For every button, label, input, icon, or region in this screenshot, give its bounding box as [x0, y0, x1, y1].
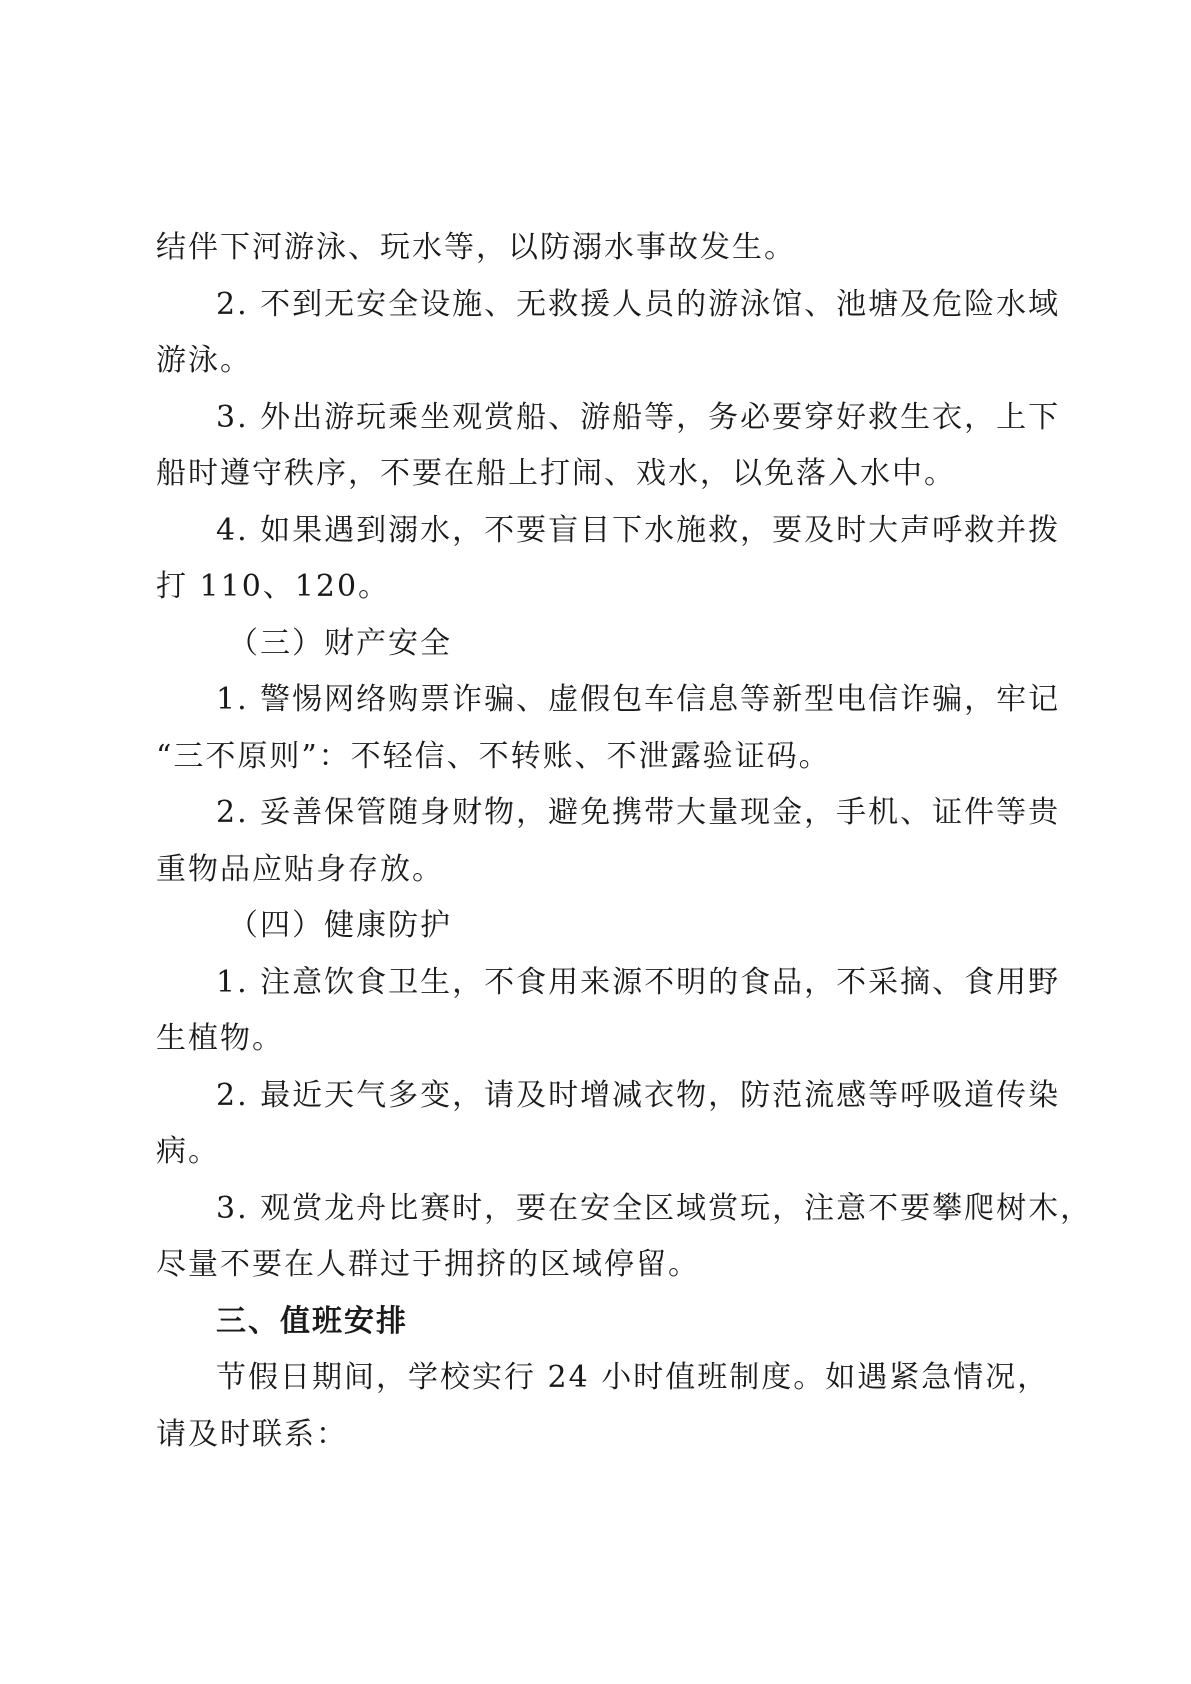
paragraph-line: 打 110、120。 [156, 569, 391, 604]
paragraph-line: 病。 [156, 1134, 220, 1169]
paragraph-line: 2. 妥善保管随身财物，避免携带大量现金，手机、证件等贵 [216, 795, 1061, 830]
paragraph-line: 请及时联系： [156, 1416, 348, 1452]
paragraph-line: 2. 最近天气多变，请及时增减衣物，防范流感等呼吸道传染 [216, 1077, 1061, 1113]
paragraph-line: 船时遵守秩序，不要在船上打闹、戏水，以免落入水中。 [156, 456, 956, 491]
paragraph-line: 1. 警惕网络购票诈骗、虚假包车信息等新型电信诈骗，牢记 [216, 682, 1061, 717]
document-body [156, 220, 1093, 1463]
paragraph-line: 生植物。 [156, 1021, 284, 1056]
paragraph-line: 3. 观赏龙舟比赛时，要在安全区域赏玩，注意不要攀爬树木， [216, 1190, 1093, 1226]
paragraph-line: 节假日期间，学校实行 24 小时值班制度。如遇紧急情况， [216, 1360, 1050, 1395]
section-heading: 三、值班安排 [216, 1303, 408, 1339]
paragraph-line: 1. 注意饮食卫生，不食用来源不明的食品，不采摘、食用野 [216, 964, 1061, 1000]
paragraph-line: 3. 外出游玩乘坐观赏船、游船等，务必要穿好救生衣，上下 [216, 399, 1061, 435]
paragraph-line: 结伴下河游泳、玩水等，以防溺水事故发生。 [156, 230, 796, 265]
paragraph-line: 2. 不到无安全设施、无救援人员的游泳馆、池塘及危险水域 [216, 286, 1061, 322]
section-subheading: （三）财产安全 [228, 625, 452, 661]
paragraph-line: 游泳。 [156, 343, 252, 378]
section-subheading: （四）健康防护 [228, 908, 452, 943]
paragraph-line: “三不原则”：不轻信、不转账、不泄露验证码。 [156, 738, 831, 774]
paragraph-line: 重物品应贴身存放。 [156, 851, 444, 887]
paragraph-line: 尽量不要在人群过于拥挤的区域停留。 [156, 1247, 700, 1282]
paragraph-line: 4. 如果遇到溺水，不要盲目下水施救，要及时大声呼救并拨 [216, 512, 1061, 548]
